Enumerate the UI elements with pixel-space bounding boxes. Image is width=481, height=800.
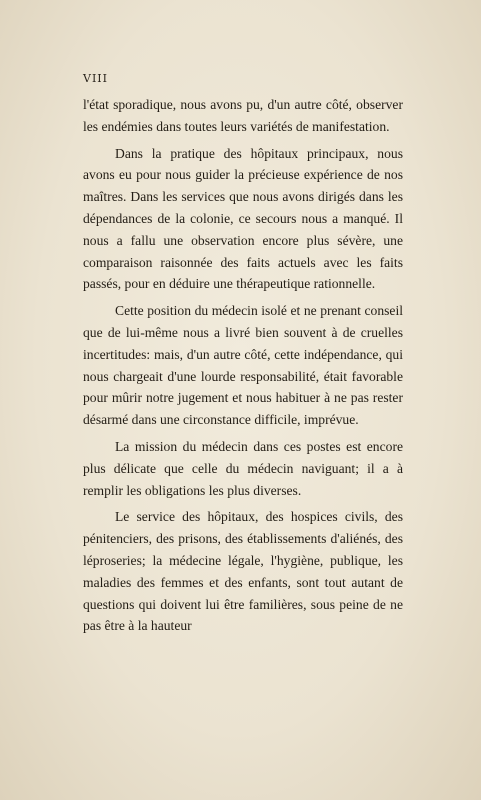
paragraph: Cette position du médecin isolé et ne prenant conseil que de lui-même nous a livré bien souvent à de cruelles incertitudes: mais, d'un autre côté, cette indépendance, qui nous chargeait d'une lourde responsabilité, était favorable pour mûrir notre jugement et nous habituer à ne pas rester désarmé dans une circonstance difficile, imprévue. [83, 303, 403, 428]
body-text [83, 94, 403, 642]
paragraph: Dans la pratique des hôpitaux principaux, nous avons eu pour nous guider la précieuse expérience de nos maîtres. Dans les services que nous avons dirigés dans les dépendances de la colonie, ce secours nous a manqué. Il nous a fallu une observation encore plus sévère, une comparaison raisonnée des faits actuels avec les faits passés, pour en déduire une thérapeutique rationnelle. [83, 145, 403, 292]
page-number: VIII [83, 72, 108, 85]
paragraph: La mission du médecin dans ces postes est encore plus délicate que celle du médecin naviguant; il a à remplir les obligations les plus diverses. [83, 438, 403, 498]
paragraph: Le service des hôpitaux, des hospices civils, des pénitenciers, des prisons, des établissements d'aliénés, des léproseries; la médecine légale, l'hygiène, publique, les maladies des femmes et des enfants, sont tout autant de questions qui doivent lui être familières, sous peine de ne pas être à la hauteur [83, 509, 403, 634]
paragraph: l'état sporadique, nous avons pu, d'un autre côté, observer les endémies dans toutes leurs variétés de manifestation. [83, 97, 403, 134]
